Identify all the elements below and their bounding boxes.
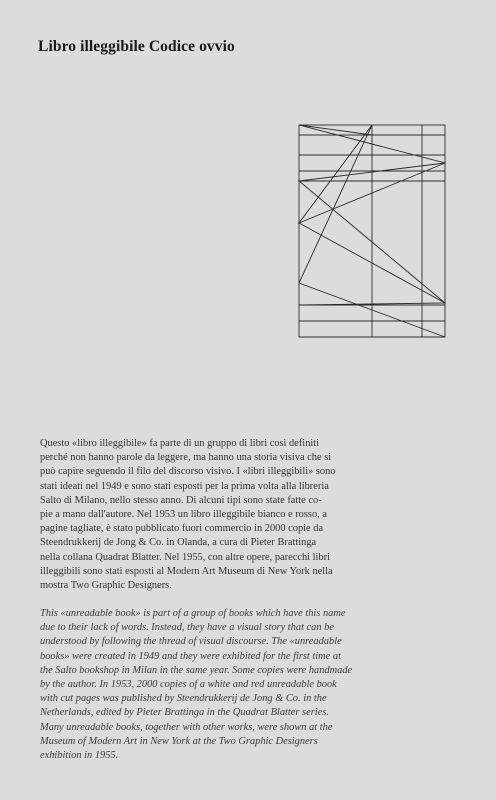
book-title: Libro illeggibile Codice ovvio [38,38,235,55]
text-line: Museum of Modern Art in New York at the Two Graphic Designers [40,735,318,747]
text-line: Many unreadable books, together with other works, were shown at the [40,721,333,733]
text-line: with cut pages was published by Steendrukkerij de Jong & Co. in the [40,693,327,705]
text-line: by the author. In 1953, 2000 copies of a white and red unreadable book [40,679,337,691]
text-line: the Salto bookshop in Milan in the same year. Some copies were handmade [40,664,353,676]
text-line: perché non hanno parole da leggere, ma hanno una storia visiva che si [40,452,332,464]
diagram-diagonal [299,125,372,135]
text-line: This «unreadable book» is part of a group of books which have this name [40,608,346,619]
text-line: books» were created in 1949 and they were exhibited for the first time at [40,650,341,662]
text-line: mostra Two Graphic Designers. [40,580,172,592]
text-line: può capire seguendo il filo del discorso visivo. I «libri illeggibili» sono [40,466,336,478]
text-line: exhibition in 1955. [40,750,119,762]
text-line: Steendrukkerij de Jong & Co. in Olanda, a cura di Pieter Brattinga [40,537,317,549]
text-line: Netherlands, edited by Pieter Brattinga in the Quadrat Blatter series. [40,707,329,719]
text-line: pie a mano dall'autore. Nel 1953 un libro illeggibile bianco e rosso, a [40,509,327,521]
text-line: illeggibili sono stati esposti al Modern Art Museum di New York nella [40,565,333,577]
text-line: stati ideati nel 1949 e sono stati esposti per la prima volta alla libreria [40,480,329,492]
italian-description [40,437,452,593]
text-line: pagine tagliate, è stato pubblicato fuori commercio in 2000 copie da [40,523,324,535]
text-line: Salto di Milano, nello stesso anno. Di alcuni tipi sono state fatte co- [40,494,322,506]
text-line: nella collana Quadrat Blatter. Nel 1955, con altre opere, parecchi libri [40,551,330,563]
english-description [40,607,452,763]
text-line: due to their lack of words. Instead, they have a visual story that can be [40,622,334,634]
text-line: understood by following the thread of visual discourse. The «unreadable [40,636,342,648]
text-line: Questo «libro illeggibile» fa parte di un gruppo di libri così definiti [40,438,320,449]
line-grid-diagram [297,123,449,341]
